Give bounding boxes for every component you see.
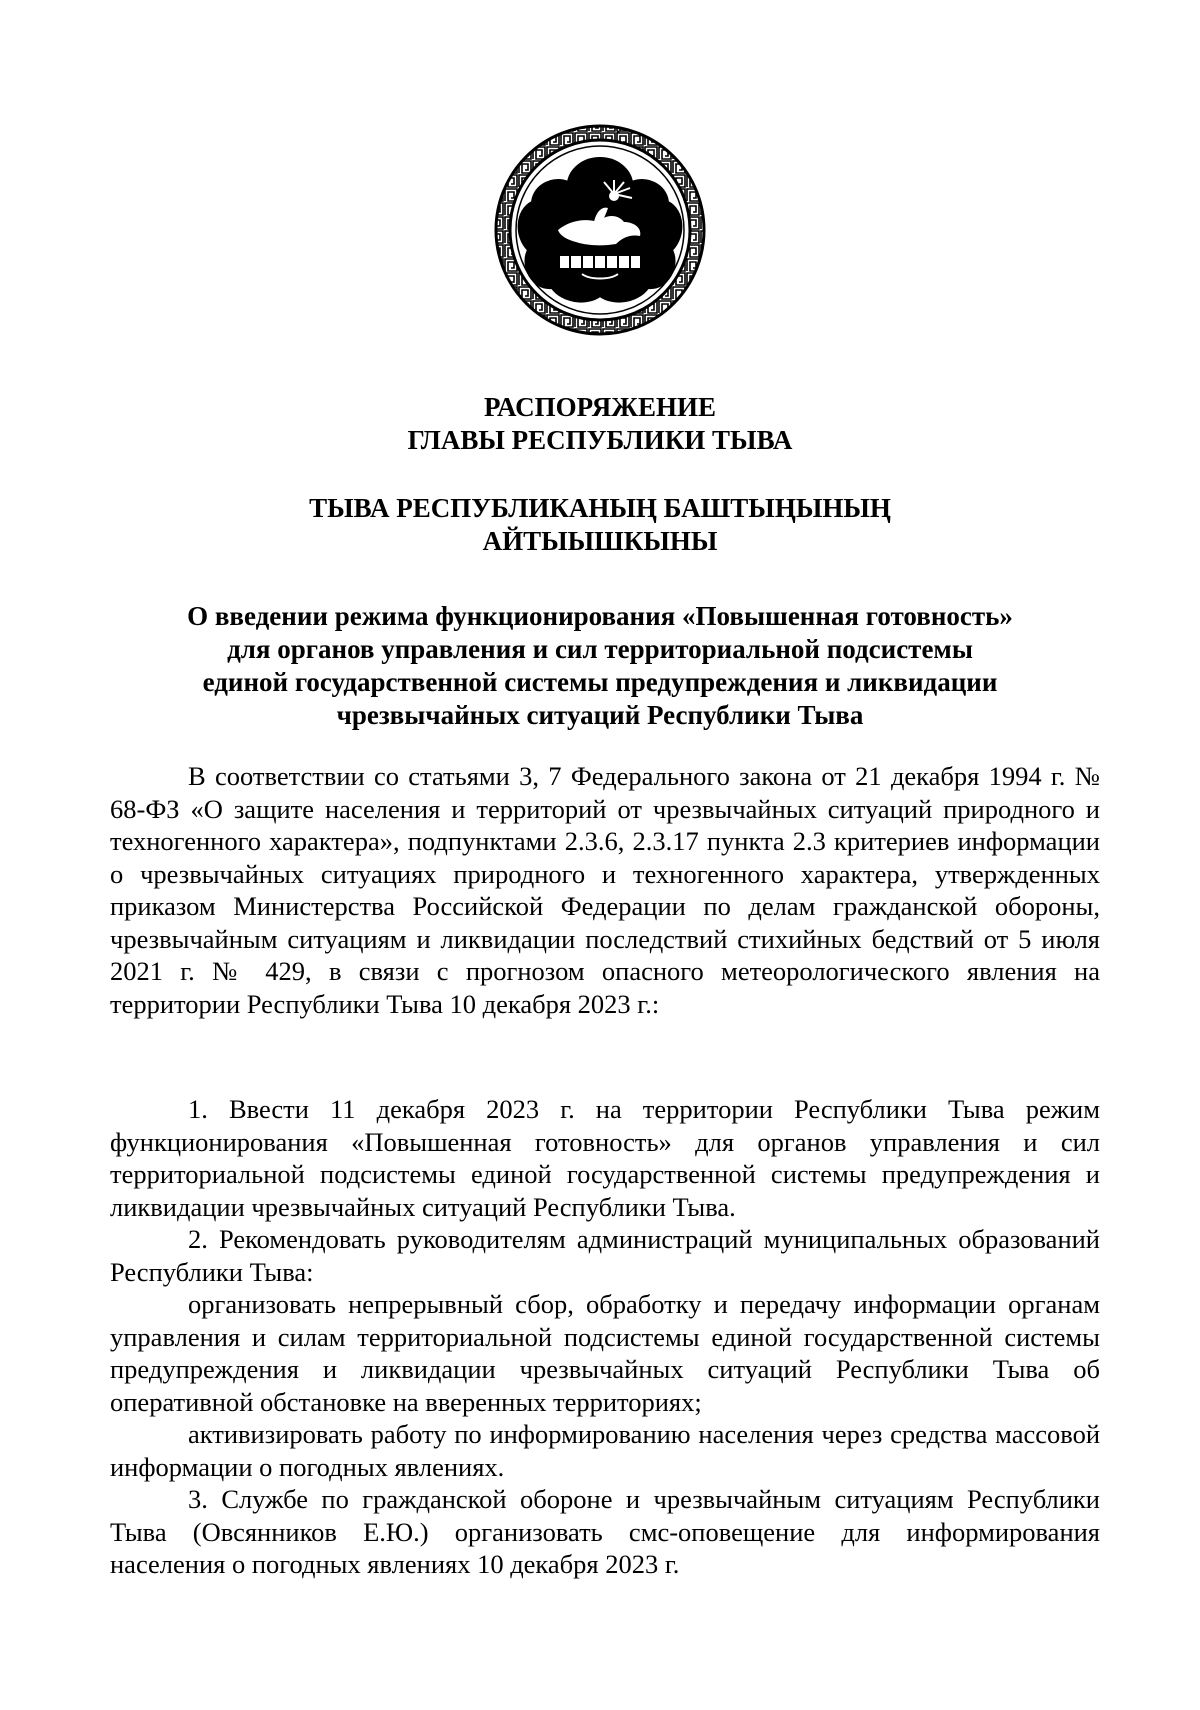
item-2-sub-2: активизировать работу по информированию населения через средства массовой информации о погодных явлениях. bbox=[110, 1419, 1100, 1482]
preamble-paragraph: В соответствии со статьями 3, 7 Федерального закона от 21 декабря 1994 г. № 68-ФЗ «О защите населения и территорий от чрезвычайных ситуаций природного и техногенного характера», подпунктами 2.3.6, 2.3.17 пункта 2.3 критериев информации о чрезвычайных ситуациях природного и техногенного характера, утвержденных приказом Министерства Российской Федерации по делам гражданской обороны, чрезвычайным ситуациям и ликвидации последствий стихийных бедствий от 5 июля 2021 г. № 429, в связи с прогнозом опасного метеорологического явления на территории Республики Тыва 10 декабря 2023 г.: bbox=[110, 761, 1100, 1019]
item-3: 3. Службе по гражданской обороне и чрезвычайным ситуациям Республики Тыва (Овсянников Е.Ю.) организовать смс-оповещение для информирования населения о погодных явлениях 10 декабря 2023 г. bbox=[110, 1484, 1100, 1579]
doc-type-ru bbox=[110, 391, 1090, 457]
title-line2: для органов управления и сил территориальной подсистемы bbox=[227, 634, 973, 664]
item-2: 2. Рекомендовать руководителям администраций муниципальных образований Республики Тыва: bbox=[110, 1224, 1100, 1287]
title-line1: О введении режима функционирования «Повышенная готовность» bbox=[187, 601, 1013, 631]
doc-type-tyv bbox=[110, 492, 1090, 558]
doc-type-tyv-line1: ТЫВА РЕСПУБЛИКАНЫҢ БАШТЫҢЫНЫҢ bbox=[309, 493, 891, 523]
doc-type-ru-line2: ГЛАВЫ РЕСПУБЛИКИ ТЫВА bbox=[407, 425, 793, 455]
item-1: 1. Ввести 11 декабря 2023 г. на территории Республики Тыва режим функционирования «Повышенная готовность» для органов управления и сил территориальной подсистемы единой государственной системы предупреждения и ликвидации чрезвычайных ситуаций Республики Тыва. bbox=[110, 1094, 1100, 1222]
doc-type-ru-line1: РАСПОРЯЖЕНИЕ bbox=[483, 392, 717, 422]
document-title bbox=[110, 600, 1090, 732]
title-line4: чрезвычайных ситуаций Республики Тыва bbox=[336, 700, 864, 730]
item-2-sub-1: организовать непрерывный сбор, обработку и передачу информации органам управления и силам территориальной подсистемы единой государственной системы предупреждения и ликвидации чрезвычайных ситуаций Республики Тыва об оперативной обстановке на вверенных территориях; bbox=[110, 1289, 1100, 1417]
preamble bbox=[110, 760, 1100, 1020]
tuva-coat-of-arms-icon bbox=[490, 118, 710, 368]
doc-type-tyv-line2: АЙТЫЫШКЫНЫ bbox=[482, 526, 718, 556]
order-items bbox=[110, 1093, 1100, 1581]
title-line3: единой государственной системы предупреждения и ликвидации bbox=[202, 667, 998, 697]
